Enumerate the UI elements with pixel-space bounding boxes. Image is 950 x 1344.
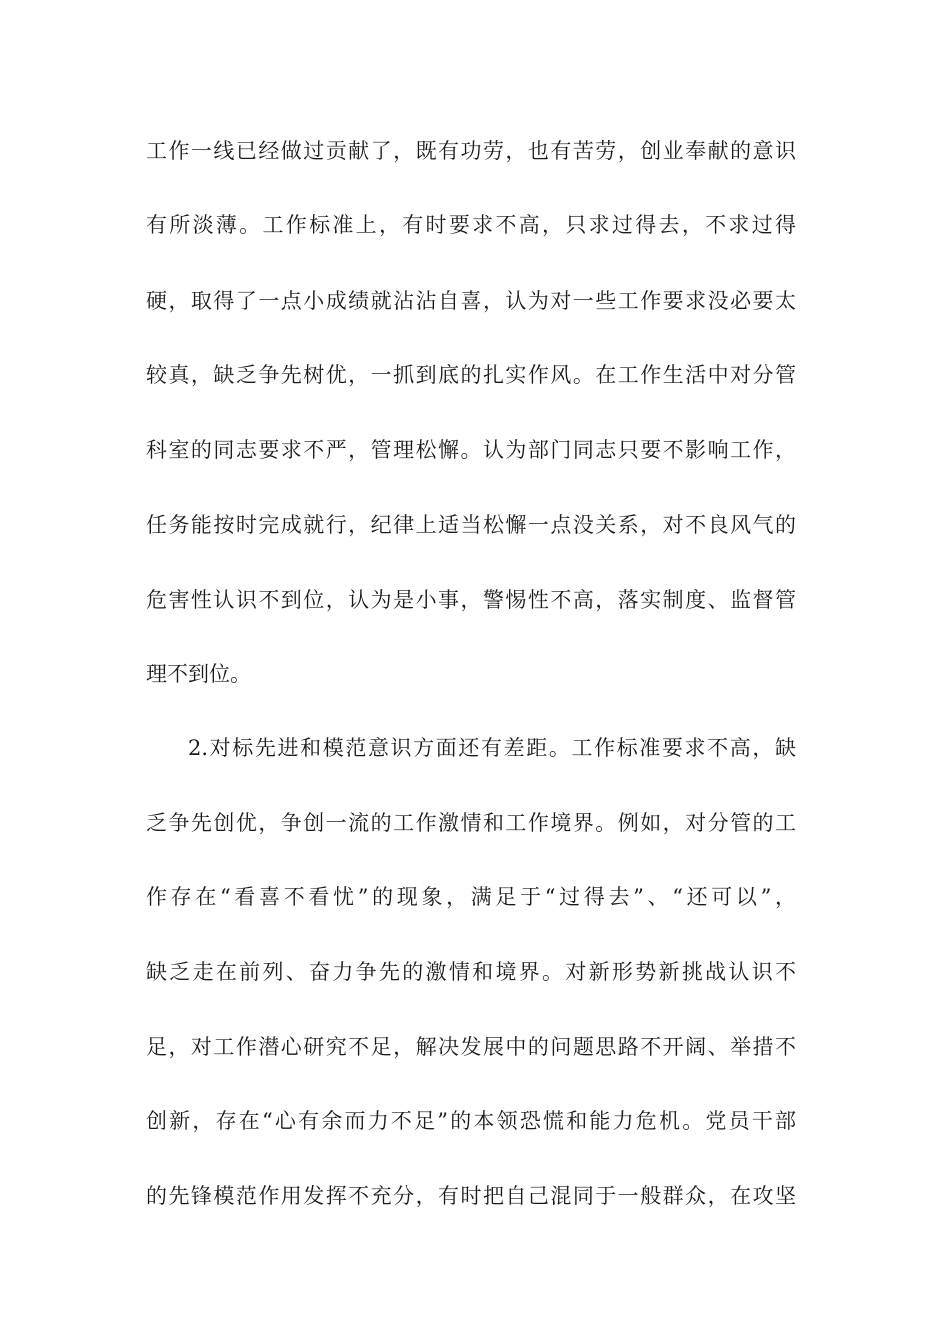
paragraph-end-line: 理不到位。 <box>146 662 251 686</box>
text-line: 工作一线已经做过贡献了，既有功劳，也有苦劳，创业奉献的意识 <box>146 139 796 163</box>
text-line: 较真，缺乏争先树优，一抓到底的扎实作风。在工作生活中对分管 <box>146 363 796 387</box>
text-line: 硬，取得了一点小成绩就沾沾自喜，认为对一些工作要求没必要太 <box>146 289 796 313</box>
paragraph-first-line: 2.对标先进和模范意识方面还有差距。工作标准要求不高，缺 <box>188 736 796 760</box>
text-line: 危害性认识不到位，认为是小事，警惕性不高，落实制度、监督管 <box>146 588 796 612</box>
text-line: 的先锋模范作用发挥不充分，有时把自己混同于一般群众，在攻坚 <box>146 1184 796 1208</box>
text-line: 创新，存在“心有余而力不足”的本领恐慌和能力危机。党员干部 <box>146 1109 796 1133</box>
text-line: 任务能按时完成就行，纪律上适当松懈一点没关系，对不良风气的 <box>146 513 796 537</box>
text-line: 足，对工作潜心研究不足，解决发展中的问题思路不开阔、举措不 <box>146 1035 796 1059</box>
text-line: 科室的同志要求不严，管理松懈。认为部门同志只要不影响工作， <box>146 438 796 462</box>
text-line: 缺乏走在前列、奋力争先的激情和境界。对新形势新挑战认识不 <box>146 960 796 984</box>
text-line: 乏争先创优，争创一流的工作激情和工作境界。例如，对分管的工 <box>146 811 796 835</box>
text-line: 作存在“看喜不看忧”的现象，满足于“过得去”、“还可以”， <box>146 885 796 909</box>
text-line: 有所淡薄。工作标准上，有时要求不高，只求过得去，不求过得 <box>146 213 796 237</box>
